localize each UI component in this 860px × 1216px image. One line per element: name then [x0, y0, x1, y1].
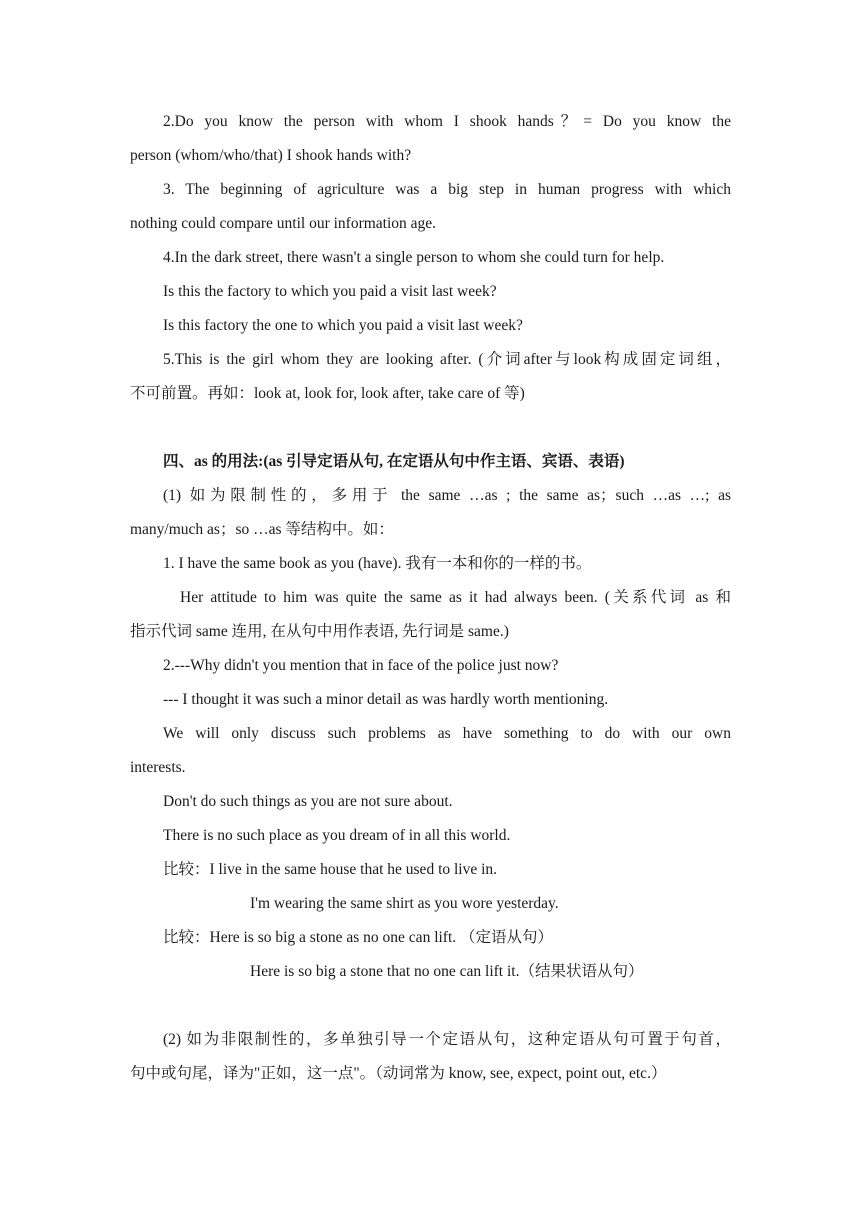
document-page [130, 105, 731, 1091]
paragraph-example-5-line2: 不可前置。再如：look at, look for, look after, take care of 等) [130, 385, 525, 402]
comparison-2b: Here is so big a stone that no one can lift it.（结果状语从句） [250, 963, 644, 980]
example-3-line1: We will only discuss such problems as have something to do with our own [163, 725, 731, 742]
example-1: 1. I have the same book as you (have). 我有一本和你的一样的书。 [163, 555, 592, 572]
example-3-line2: interests. [130, 759, 186, 776]
spacer [130, 411, 731, 445]
example-1b-line2: 指示代词 same 连用, 在从句中用作表语, 先行词是 same.) [130, 623, 509, 640]
paragraph-example-2-line2: person (whom/who/that) I shook hands with? [130, 147, 412, 164]
paragraph-example-4: 4.In the dark street, there wasn't a single person to whom she could turn for help. [163, 249, 665, 266]
example-5: There is no such place as you dream of in all this world. [163, 827, 511, 844]
paragraph-example-4b: Is this the factory to which you paid a visit last week? [163, 283, 497, 300]
example-2: 2.---Why didn't you mention that in face of the police just now? [163, 657, 559, 674]
rule-2-line1: (2) 如为非限制性的，多单独引导一个定语从句，这种定语从句可置于句首， [163, 1031, 731, 1048]
paragraph-example-2-line1: 2.Do you know the person with whom I shook hands？= Do you know the [163, 113, 731, 130]
paragraph-example-5-line1: 5.This is the girl whom they are looking after. (介词after与look构成固定词组， [163, 351, 731, 368]
paragraph-example-3-line2: nothing could compare until our information age. [130, 215, 437, 232]
example-4: Don't do such things as you are not sure about. [163, 793, 453, 810]
comparison-1b: I'm wearing the same shirt as you wore yesterday. [250, 895, 559, 912]
comparison-1: 比较：I live in the same house that he used to live in. [163, 861, 498, 878]
example-1b-line1: Her attitude to him was quite the same as it had always been. (关系代词 as 和 [180, 589, 731, 606]
example-2b: --- I thought it was such a minor detail as was hardly worth mentioning. [163, 691, 609, 708]
spacer [130, 989, 731, 1023]
rule-2-line2: 句中或句尾，译为"正如，这一点"。（动词常为 know, see, expect, point out, etc.） [130, 1065, 667, 1082]
comparison-2: 比较：Here is so big a stone as no one can lift. （定语从句） [163, 929, 554, 946]
rule-1-line2: many/much as；so …as 等结构中。如： [130, 521, 394, 538]
paragraph-example-4c: Is this factory the one to which you paid a visit last week? [163, 317, 523, 334]
section-heading-as-usage: 四、as 的用法:(as 引导定语从句, 在定语从句中作主语、宾语、表语) [163, 453, 625, 470]
rule-1-line1: (1) 如为限制性的，多用于 the same …as ; the same as；such …as …; as [163, 487, 731, 504]
paragraph-example-3-line1: 3. The beginning of agriculture was a big step in human progress with which [163, 181, 731, 198]
